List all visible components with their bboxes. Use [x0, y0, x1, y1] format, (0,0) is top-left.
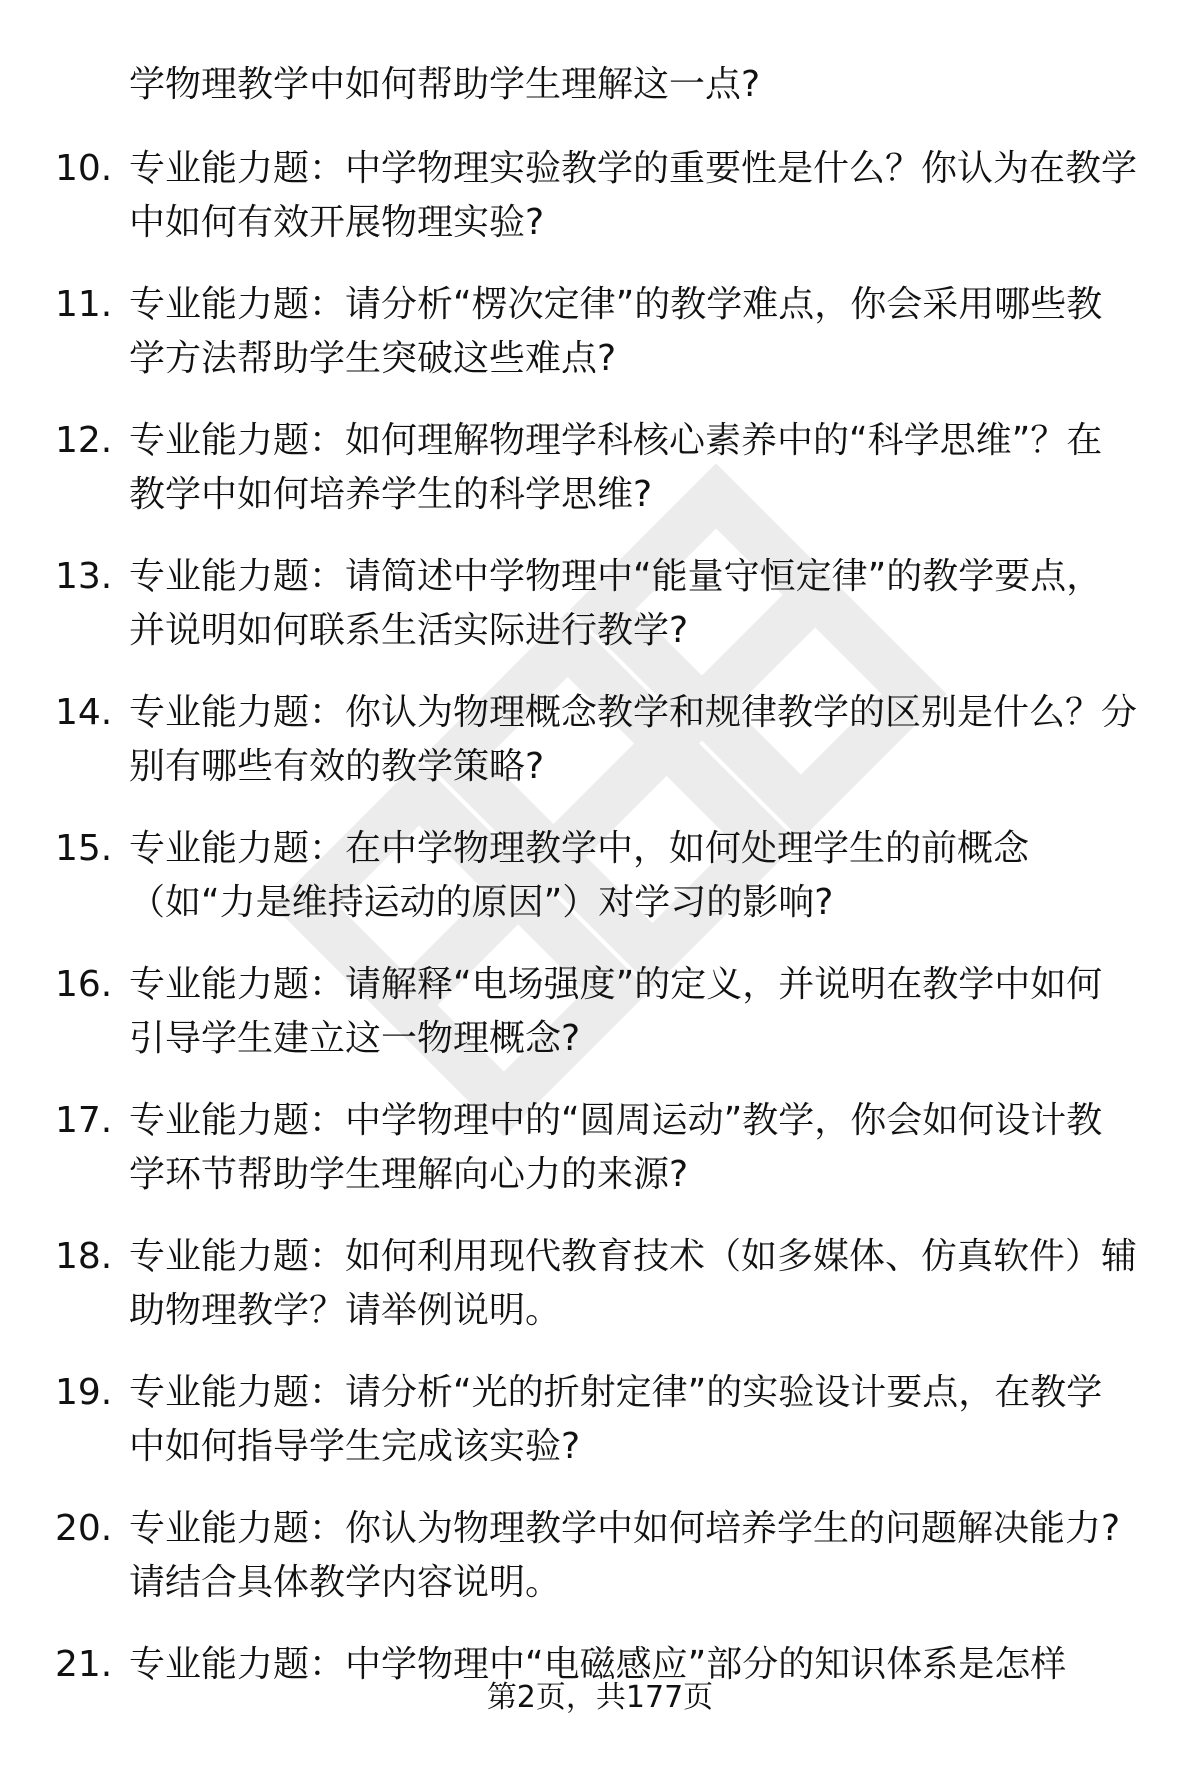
- question-number: 11.: [55, 284, 113, 325]
- question-item: [0, 278, 1200, 414]
- question-text-line: 引导学生建立这一物理概念?: [129, 1018, 581, 1059]
- question-text: [129, 1502, 1139, 1610]
- question-number: 13.: [55, 556, 113, 597]
- question-text: [129, 958, 1139, 1066]
- question-number: 18.: [55, 1236, 113, 1277]
- continued-question-text: 学物理教学中如何帮助学生理解这一点?: [129, 64, 761, 105]
- question-text-line: 学方法帮助学生突破这些难点?: [129, 338, 617, 379]
- question-text-line: 专业能力题：请分析“楞次定律”的教学难点，你会采用哪些教: [129, 284, 1103, 325]
- question-text-line: 教学中如何培养学生的科学思维?: [129, 474, 653, 515]
- question-text-line: 中如何指导学生完成该实验?: [129, 1426, 581, 1467]
- question-text: [129, 278, 1139, 386]
- question-item: [0, 958, 1200, 1094]
- question-number: 20.: [55, 1508, 113, 1549]
- question-text-line: 中如何有效开展物理实验?: [129, 202, 545, 243]
- question-text-line: 专业能力题：中学物理实验教学的重要性是什么？你认为在教学: [129, 148, 1138, 189]
- question-text-line: 专业能力题：如何理解物理学科核心素养中的“科学思维”？在: [129, 420, 1103, 461]
- question-text-line: 专业能力题：中学物理中的“圆周运动”教学，你会如何设计教: [129, 1100, 1103, 1141]
- question-text: [129, 1366, 1139, 1474]
- question-text-line: 专业能力题：请分析“光的折射定律”的实验设计要点，在教学: [129, 1372, 1103, 1413]
- question-text-line: 专业能力题：如何利用现代教育技术（如多媒体、仿真软件）辅: [129, 1236, 1138, 1277]
- question-text: [129, 142, 1139, 250]
- question-number: 16.: [55, 964, 113, 1005]
- question-text-line: （如“力是维持运动的原因”）对学习的影响?: [129, 882, 834, 923]
- question-number: 21.: [55, 1644, 113, 1685]
- question-text-line: 并说明如何联系生活实际进行教学?: [129, 610, 689, 651]
- question-text: [129, 686, 1139, 794]
- question-list: [0, 142, 1200, 1774]
- question-item: [0, 142, 1200, 278]
- question-text: [129, 1230, 1139, 1338]
- question-item: [0, 822, 1200, 958]
- question-text: [129, 822, 1139, 930]
- question-text-line: 助物理教学？请举例说明。: [129, 1290, 562, 1331]
- question-text-line: 学环节帮助学生理解向心力的来源?: [129, 1154, 689, 1195]
- question-text: [129, 1094, 1139, 1202]
- question-number: 17.: [55, 1100, 113, 1141]
- question-text-line: 专业能力题：中学物理中“电磁感应”部分的知识体系是怎样: [129, 1644, 1067, 1685]
- question-text-line: 专业能力题：你认为物理教学中如何培养学生的问题解决能力?: [129, 1508, 1121, 1549]
- question-item: [0, 550, 1200, 686]
- question-text: [129, 550, 1139, 658]
- question-number: 12.: [55, 420, 113, 461]
- question-text-line: 专业能力题：请解释“电场强度”的定义，并说明在教学中如何: [129, 964, 1103, 1005]
- question-item: [0, 1094, 1200, 1230]
- question-item: [0, 1230, 1200, 1366]
- question-text-line: 请结合具体教学内容说明。: [129, 1562, 562, 1603]
- question-item: [0, 686, 1200, 822]
- question-text: [129, 414, 1139, 522]
- question-text-line: 专业能力题：请简述中学物理中“能量守恒定律”的教学要点，: [129, 556, 1103, 597]
- question-text-line: 专业能力题：你认为物理概念教学和规律教学的区别是什么？分: [129, 692, 1138, 733]
- question-text-line: 别有哪些有效的教学策略?: [129, 746, 545, 787]
- question-number: 14.: [55, 692, 113, 733]
- question-text-line: 专业能力题：在中学物理教学中，如何处理学生的前概念: [129, 828, 1030, 869]
- question-number: 15.: [55, 828, 113, 869]
- question-item: [0, 414, 1200, 550]
- question-number: 10.: [55, 148, 113, 189]
- question-number: 19.: [55, 1372, 113, 1413]
- question-item: [0, 1366, 1200, 1502]
- page-footer: 第2页，共177页: [486, 1680, 714, 1715]
- question-item: [0, 1502, 1200, 1638]
